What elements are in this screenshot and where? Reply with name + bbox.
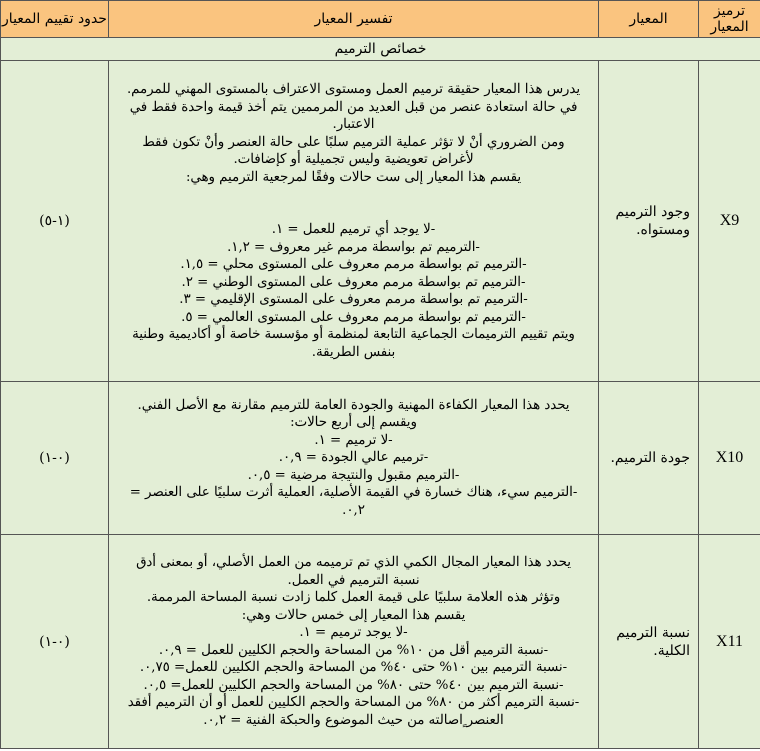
criterion-name: وجود الترميم ومستواه. (599, 61, 699, 382)
criterion-explanation (109, 535, 599, 749)
criterion-explanation (109, 382, 599, 535)
explanation-line: يحدد هذا المعيار المجال الكمي الذي تم ترميمه من العمل الأصلي، أو بمعنى أدق (136, 555, 571, 570)
explanation-line: العنصر ٍاصالته من حيث الموضوع والحبكة الفنية = ٠,٢. (203, 712, 504, 728)
explanation-line: الاعتبار. (332, 117, 375, 132)
explanation-line: وتؤثر هذه العلامة سلبيًا على قيمة العمل كلما زادت نسبة المساحة المرممة. (146, 590, 561, 605)
table-row (1, 61, 760, 382)
explanation-line: -الترميم مقبول والنتيجة مرضية = ٠,٥. (247, 467, 460, 483)
header-criterion: المعيار (599, 1, 699, 38)
explanation-line: ويتم تقييم الترميمات الجماعية التابعة لمنظمة أو مؤسسة خاصة أو أكاديمية وطنية (132, 327, 575, 342)
header-code: ترميز المعيار (699, 1, 760, 38)
explanation-line: -الترميم تم بواسطة مرمم معروف على المستوى العالمي = ٥. (181, 309, 526, 325)
explanation-line: لأغراض تعويضية وليس تجميلية أو كإضافات. (233, 152, 474, 167)
explanation-line: -الترميم تم بواسطة مرمم معروف على المستوى الوطني = ٢. (181, 274, 526, 290)
explanation-line: نسبة الترميم في العمل. (287, 572, 420, 588)
explanation-line: -ترميم عالي الجودة = ٠,٩. (278, 450, 429, 466)
section-row (1, 38, 760, 61)
explanation-line: -نسبة الترميم أكثر من ٨٠% من المساحة والحجم الكليين للعمل أو أن الترميم أفقد (127, 695, 580, 710)
explanation-line (117, 186, 590, 204)
table-row (1, 382, 760, 535)
criterion-name: نسبة الترميم الكلية. (599, 535, 699, 749)
explanation-line: -الترميم تم بواسطة مرمم معروف على المستوى الإقليمي = ٣. (179, 292, 528, 307)
explanation-line: -لا يوجد أي ترميم للعمل = ١. (271, 222, 436, 237)
header-row (1, 1, 760, 38)
explanation-line: يقسم هذا المعيار إلى ست حالات وفقًا لمرجعية الترميم وهي: (185, 169, 522, 185)
criterion-code: X10 (699, 382, 760, 535)
header-explanation: تفسير المعيار (109, 1, 599, 38)
explanation-line: -الترميم سيء، هناك خسارة في القيمة الأصلية، العملية أثرت سلبيًا على العنصر = (129, 485, 578, 501)
explanation-line: ٠,٢. (342, 502, 365, 518)
explanation-line: -لا يوجد ترميم = ١. (299, 625, 408, 640)
explanation-line: يقسم هذا المعيار إلى خمس حالات وهي: (241, 607, 466, 623)
explanation-line: بنفس الطريقة. (311, 344, 396, 360)
table-row (1, 535, 760, 749)
explanation-line: ومن الضروري أنْ لا تؤثر عملية الترميم سلبًا على حالة العنصر وأنْ تكون فقط (142, 134, 565, 150)
explanation-line: -الترميم تم بواسطة مرمم معروف على المستوى محلي = ١,٥. (180, 257, 527, 272)
explanation-line: في حالة استعادة عنصر من قبل العديد من المرممين يتم أخذ قيمة واحدة فقط في (129, 99, 578, 115)
criterion-range: (١-٥) (1, 61, 109, 382)
explanation-line: ويقسم إلى أربع حالات: (290, 415, 417, 431)
criterion-code: X11 (699, 535, 760, 749)
explanation-line: يحدد هذا المعيار الكفاءة المهنية والجودة العامة للترميم مقارنة مع الأصل الفني. (137, 397, 570, 413)
criterion-name: جودة الترميم. (599, 382, 699, 535)
explanation-line (117, 204, 590, 222)
header-range: حدود تقييم المعيار (1, 1, 109, 38)
criterion-range: (٠-١) (1, 535, 109, 749)
explanation-line: -نسبة الترميم بين ١٠% حتى ٤٠% من المساحة والحجم الكليين للعمل= ٠,٧٥. (139, 660, 568, 675)
criterion-range: (٠-١) (1, 382, 109, 535)
explanation-line: -لا ترميم = ١. (314, 432, 393, 448)
section-title: خصائص الترميم (1, 38, 760, 61)
explanation-line: -الترميم تم بواسطة مرمم غير معروف = ١,٢. (227, 239, 480, 255)
criterion-code: X9 (699, 61, 760, 382)
explanation-line: -نسبة الترميم بين ٤٠% حتى ٨٠% من المساحة والحجم الكليين للعمل= ٠,٥. (143, 677, 564, 693)
explanation-line: -نسبة الترميم أقل من ١٠% من المساحة والحجم الكليين للعمل = ٠,٩. (158, 642, 549, 658)
criterion-explanation (109, 61, 599, 382)
explanation-line: يدرس هذا المعيار حقيقة ترميم العمل ومستوى الاعتراف بالمستوى المهني للمرمم. (126, 82, 581, 97)
